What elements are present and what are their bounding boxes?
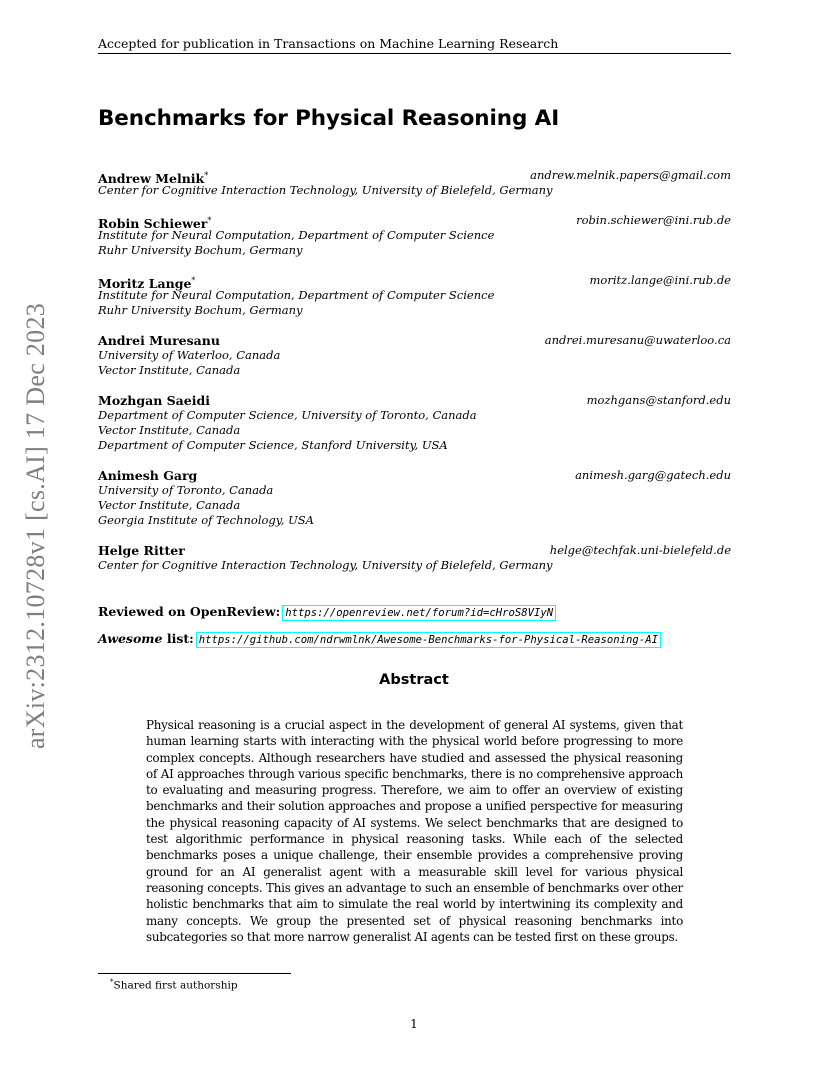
paper-title: Benchmarks for Physical Reasoning AI: [98, 106, 560, 131]
footnote: *Shared first authorship: [110, 978, 238, 992]
author-email: mozhgans@stanford.edu: [586, 393, 731, 407]
author-email: helge@techfak.uni-bielefeld.de: [549, 543, 731, 557]
abstract-heading: Abstract: [379, 672, 449, 688]
openreview-line: [98, 604, 554, 619]
author-block: [98, 393, 731, 453]
author-affiliation: Georgia Institute of Technology, USA: [98, 513, 314, 527]
author-block: [98, 333, 731, 378]
author-affiliation: Institute for Neural Computation, Department of Computer Science: [98, 228, 495, 242]
abstract-text: Physical reasoning is a crucial aspect in the development of general AI systems, given that human learning starts with interacting with the physical world before progressing to more complex concepts. Although researchers have studied and assessed the physical reasoning of AI approaches through various specific benchmarks, there is no comprehensive approach to evaluating and measuring progress. Therefore, we aim to offer an overview of existing benchmarks and their solution approaches and propose a unified perspective for measuring the physical reasoning capacity of AI systems. We select benchmarks that are designed to test algorithmic performance in physical reasoning tasks. While each of the selected benchmarks poses a unique challenge, their ensemble provides a comprehensive proving ground for an AI generalist agent with a measurable skill level for various physical reasoning concepts. This gives an advantage to such an ensemble of benchmarks over other holistic benchmarks that aim to simulate the real world by intertwining its complexity and many concepts. We group the presented set of physical reasoning benchmarks into subcategories so that more narrow generalist AI agents can be tested first on these groups.: [146, 718, 683, 944]
author-footnote-mark: *: [191, 276, 196, 285]
author-name: Andrei Muresanu: [98, 333, 220, 348]
author-affiliation: Center for Cognitive Interaction Technology, University of Bielefeld, Germany: [98, 558, 553, 572]
author-name: Helge Ritter: [98, 543, 185, 558]
awesome-list-link[interactable]: https://github.com/ndrwmlnk/Awesome-Benchmarks-for-Physical-Reasoning-AI: [198, 634, 658, 646]
author-affiliation: Center for Cognitive Interaction Technology, University of Bielefeld, Germany: [98, 183, 553, 197]
author-block: [98, 468, 731, 528]
author-email: andrei.muresanu@uwaterloo.ca: [544, 333, 731, 347]
author-list: [98, 168, 731, 588]
author-name: Moritz Lange*: [98, 276, 196, 292]
author-affiliation: Institute for Neural Computation, Department of Computer Science: [98, 288, 495, 302]
openreview-link[interactable]: https://openreview.net/forum?id=cHroS8VIyN: [285, 607, 554, 619]
author-affiliation: Ruhr University Bochum, Germany: [98, 243, 303, 257]
author-footnote-mark: *: [204, 171, 209, 180]
author-block: [98, 213, 731, 258]
author-block: [98, 273, 731, 318]
author-email: animesh.garg@gatech.edu: [575, 468, 731, 482]
author-affiliation: Vector Institute, Canada: [98, 363, 241, 377]
openreview-label: Reviewed on OpenReview:: [98, 604, 281, 619]
author-affiliation: Department of Computer Science, Stanford University, USA: [98, 438, 448, 452]
running-header: Accepted for publication in Transactions on Machine Learning Research: [98, 36, 559, 51]
author-block: [98, 543, 731, 573]
author-name: Andrew Melnik*: [98, 171, 209, 187]
author-name: Robin Schiewer*: [98, 216, 212, 232]
author-name: Animesh Garg: [98, 468, 198, 483]
author-email: andrew.melnik.papers@gmail.com: [530, 168, 731, 182]
author-affiliation: Vector Institute, Canada: [98, 423, 241, 437]
footnote-rule: [98, 973, 291, 974]
header-rule: [98, 53, 731, 54]
author-email: robin.schiewer@ini.rub.de: [576, 213, 731, 227]
author-block: [98, 168, 731, 198]
awesome-list-line: [98, 631, 659, 646]
author-affiliation: University of Toronto, Canada: [98, 483, 274, 497]
arxiv-stamp: arXiv:2312.10728v1 [cs.AI] 17 Dec 2023: [21, 302, 50, 750]
author-affiliation: Department of Computer Science, University of Toronto, Canada: [98, 408, 477, 422]
author-affiliation: University of Waterloo, Canada: [98, 348, 281, 362]
author-affiliation: Vector Institute, Canada: [98, 498, 241, 512]
author-name: Mozhgan Saeidi: [98, 393, 210, 408]
awesome-list-label: Awesome list:: [98, 631, 194, 646]
author-footnote-mark: *: [207, 216, 212, 225]
author-affiliation: Ruhr University Bochum, Germany: [98, 303, 303, 317]
page-number: 1: [410, 1017, 418, 1031]
author-email: moritz.lange@ini.rub.de: [589, 273, 731, 287]
